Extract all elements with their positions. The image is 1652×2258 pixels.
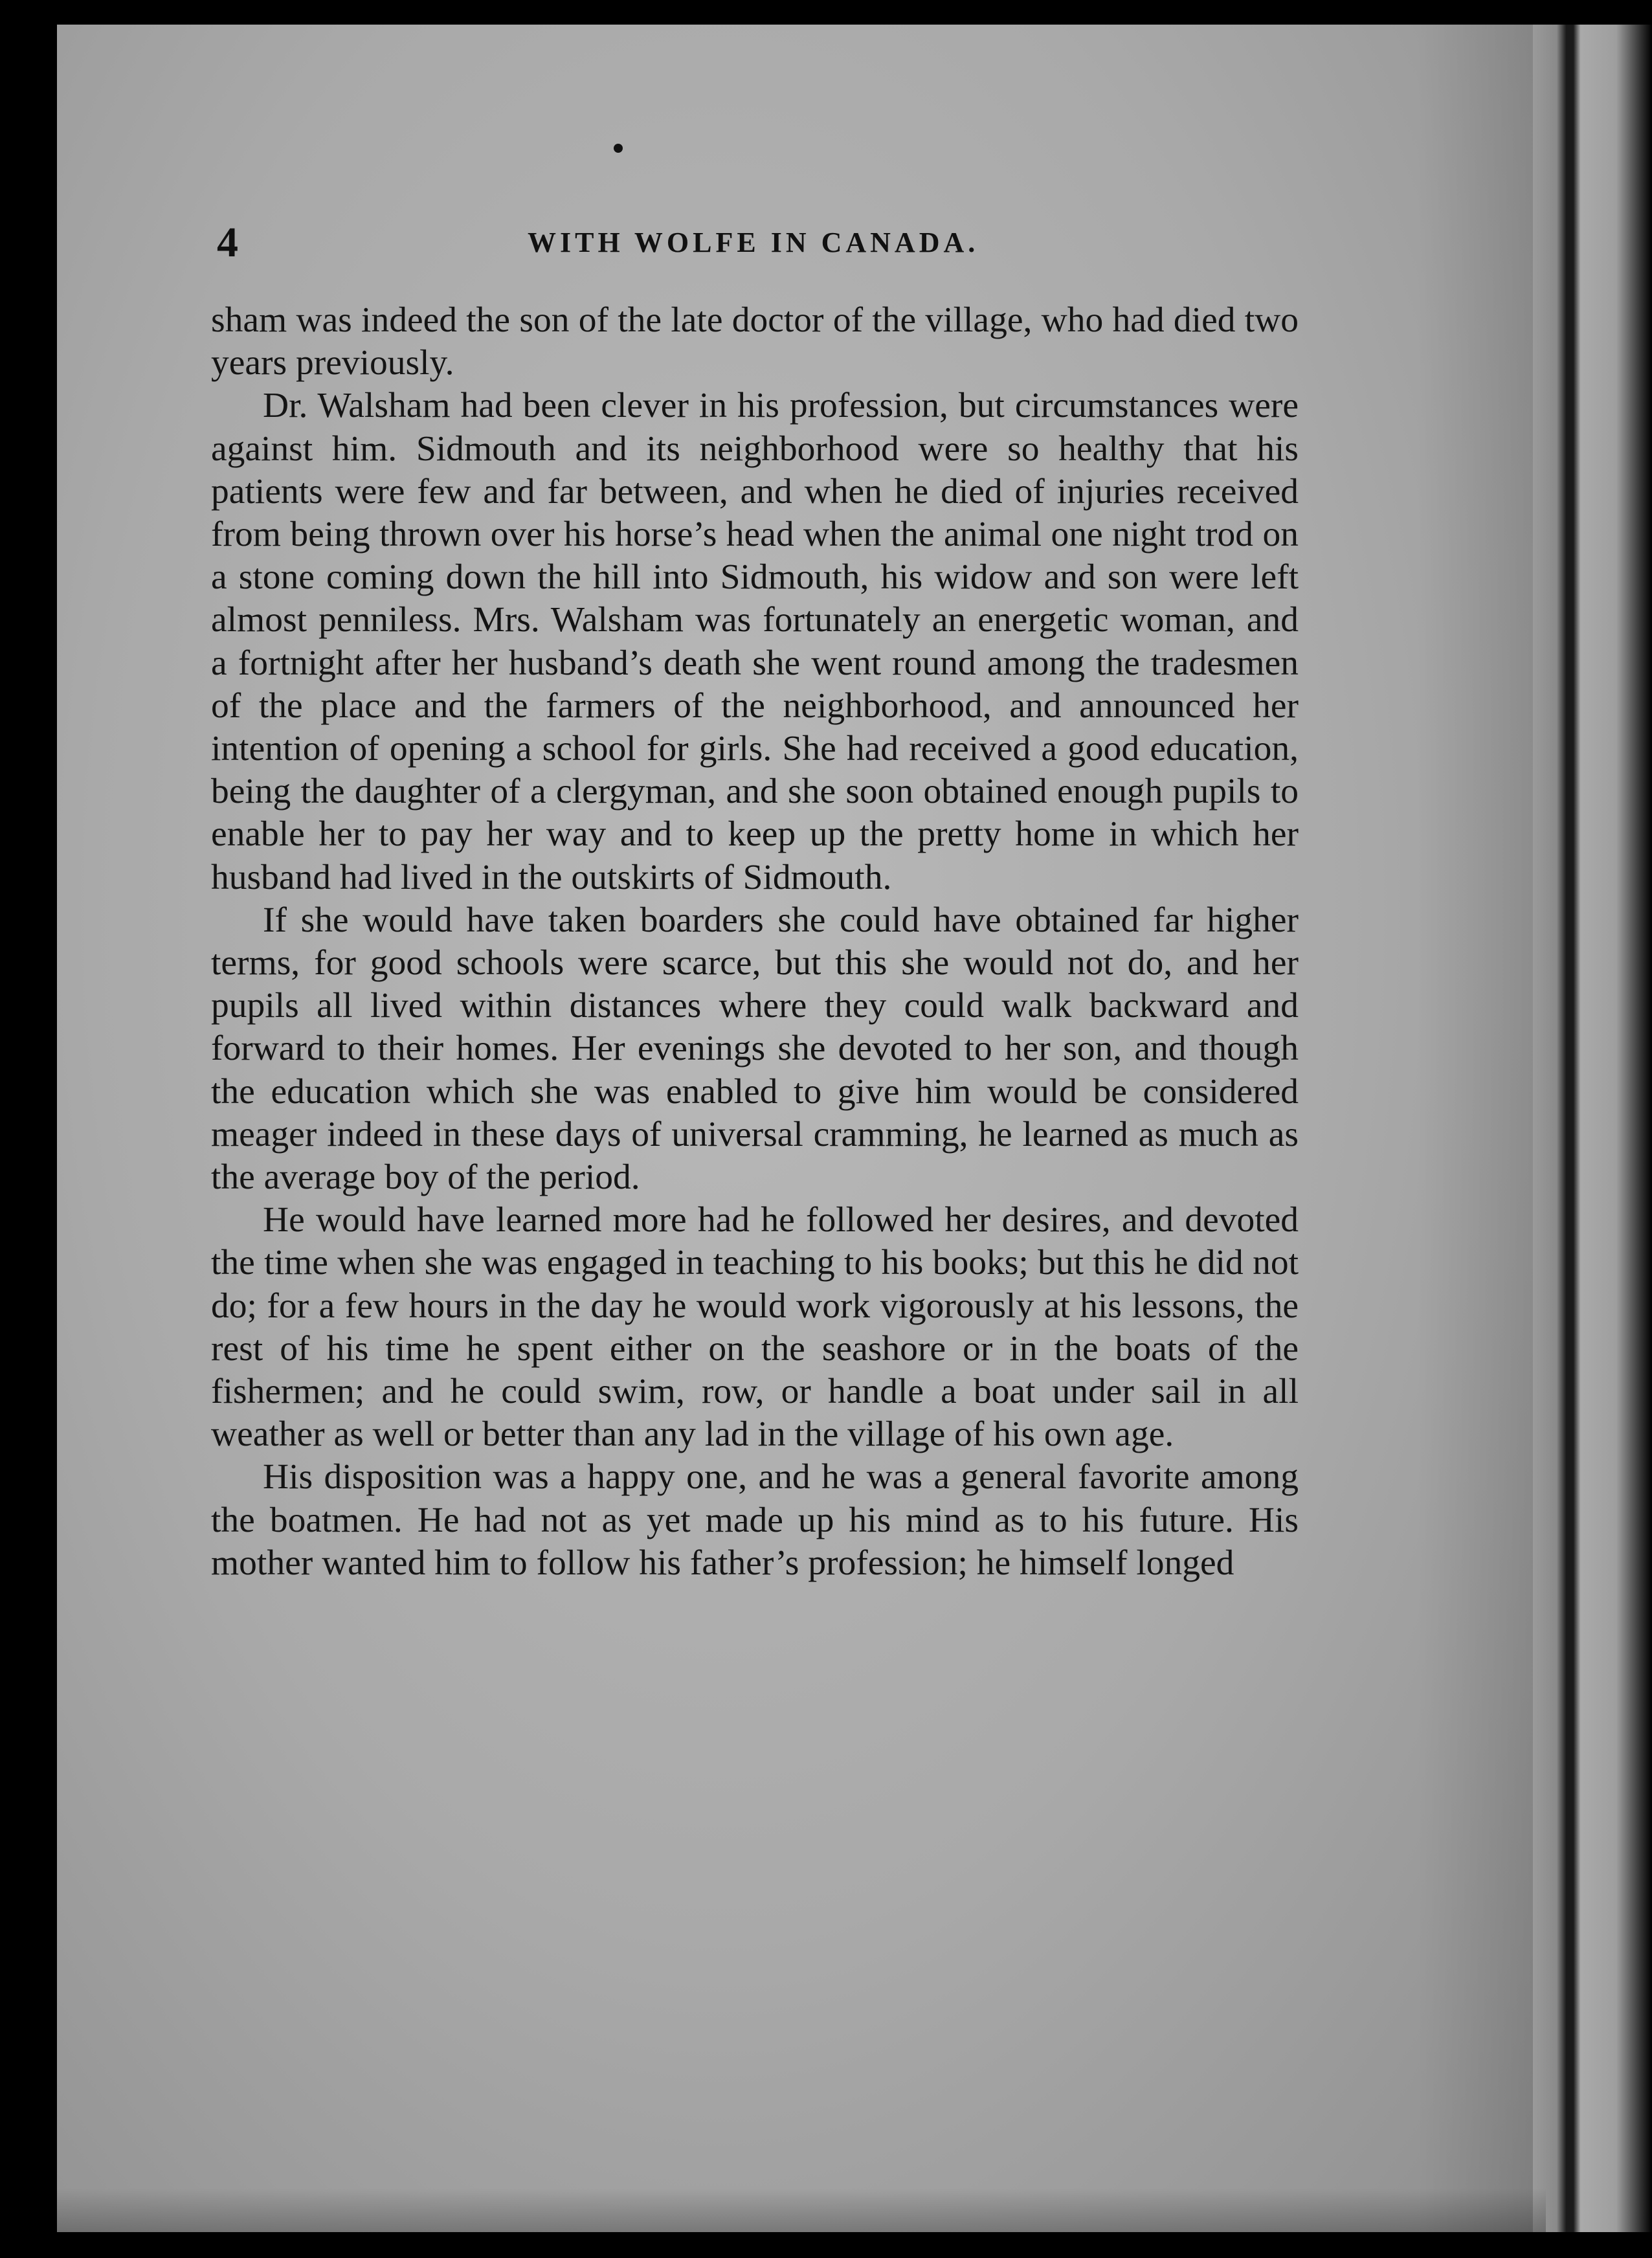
paragraph-5: His disposition was a happy one, and he was a general favorite among the boatmen. He had not as yet made up his mind as to his future. His mother wanted him to follow his father’s profession; he himself longed <box>211 1457 1299 1583</box>
paragraph-3: If she would have taken boarders she could have obtained far higher terms, for good schools were scarce, but this she would not do, and her pupils all lived within distances where they could walk backward and forward to their homes. Her evenings she devoted to her son, and though the education which she was enabled to give him would be considered meager indeed in these days of universal cramming, he learned as much as the average boy of the period. <box>211 900 1299 1198</box>
page-number: 4 <box>217 219 238 266</box>
ink-speck <box>614 144 623 153</box>
paragraph-1: sham was indeed the son of the late doctor of the village, who had died two years previously. <box>211 300 1299 383</box>
paragraph-4: He would have learned more had he followed her desires, and devoted the time when she was engaged in teaching to his books; but this he did not do; for a few hours in the day he would work vigorously at his lessons, the rest of his time he spent either on the seashore or in the boats of the fishermen; and he could swim, row, or handle a boat under sail in all weather as well or better than any lad in the village of his own age. <box>211 1200 1299 1455</box>
page-shadow <box>1416 25 1533 2232</box>
paragraph-2: Dr. Walsham had been clever in his profession, but circumstances were against him. Sidmouth and its neighborhood were so healthy that his patients were few and far between, and when he died of injuries received from being thrown over his horse’s head when the animal one night trod on a stone coming down the hill into Sidmouth, his widow and son were left almost penniless. Mrs. Walsham was fortunately an energetic woman, and a fortnight after her husband’s death she went round among the tradesmen of the place and the farmers of the neighborhood, and announced her intention of opening a school for girls. She had received a good education, being the daughter of a clergyman, and she soon obtained enough pupils to enable her to pay her way and to keep up the pretty home in which her husband had lived in the outskirts of Sidmouth. <box>211 386 1299 897</box>
body-text <box>211 299 1299 1585</box>
page-bottom-edge <box>57 2188 1546 2232</box>
book-spine <box>1533 25 1652 2232</box>
running-head: WITH WOLFE IN CANADA. <box>528 227 979 258</box>
page-header <box>217 214 1304 272</box>
